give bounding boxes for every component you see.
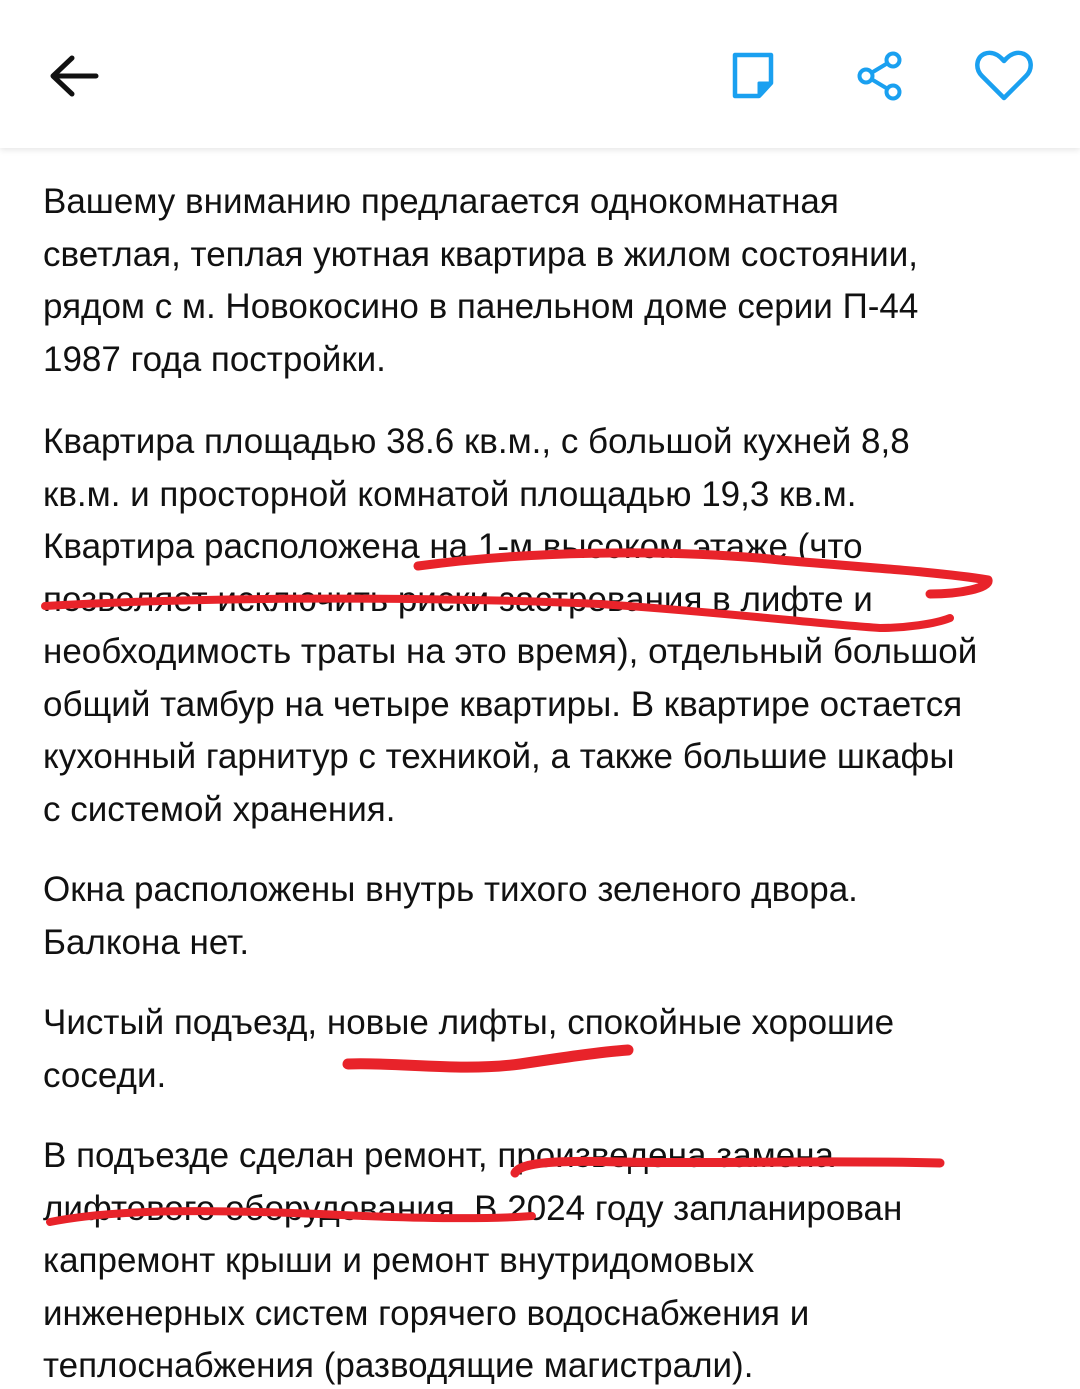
description-paragraph-entrance: Чистый подъезд, новые лифты, спокойные хорошие соседи. xyxy=(43,1003,895,1095)
back-button[interactable] xyxy=(36,38,112,114)
top-app-bar xyxy=(0,0,1080,148)
favorite-button[interactable] xyxy=(964,36,1044,116)
arrow-left-icon xyxy=(49,55,99,97)
note-button[interactable] xyxy=(713,36,793,116)
share-button[interactable] xyxy=(840,36,920,116)
description-paragraph-details: Квартира площадью 38.6 кв.м., с большой кухней 8,8 кв.м. и просторной комнатой площадью 19,3 кв.м. Квартира расположена на 1-м высоком этаже (что позволяет исключить риски застревания в лифте и необходимость траты на это время), отдельный большой общий тамбур на четыре квартиры. В квартире остается кухонный гарнитур с техникой, а также большие шкафы с системой хранения. xyxy=(43,422,978,829)
description-paragraph-renovation: В подъезде сделан ремонт, произведена замена лифтового оборудования. В 2024 году запланирован капремонт крыши и ремонт внутридомовых инженерных систем горячего водоснабжения и теплоснабжения (разводящие магистрали). xyxy=(43,1136,903,1385)
description-paragraph-intro: Вашему вниманию предлагается однокомнатная светлая, теплая уютная квартира в жилом состоянии, рядом с м. Новокосино в панельном доме серии П-44 1987 года постройки. xyxy=(43,182,919,379)
description-paragraph-windows: Окна расположены внутрь тихого зеленого двора. Балкона нет. xyxy=(43,870,858,962)
listing-description xyxy=(43,176,1043,1389)
share-icon xyxy=(853,49,907,103)
heart-icon xyxy=(975,50,1033,102)
note-icon xyxy=(730,51,776,101)
